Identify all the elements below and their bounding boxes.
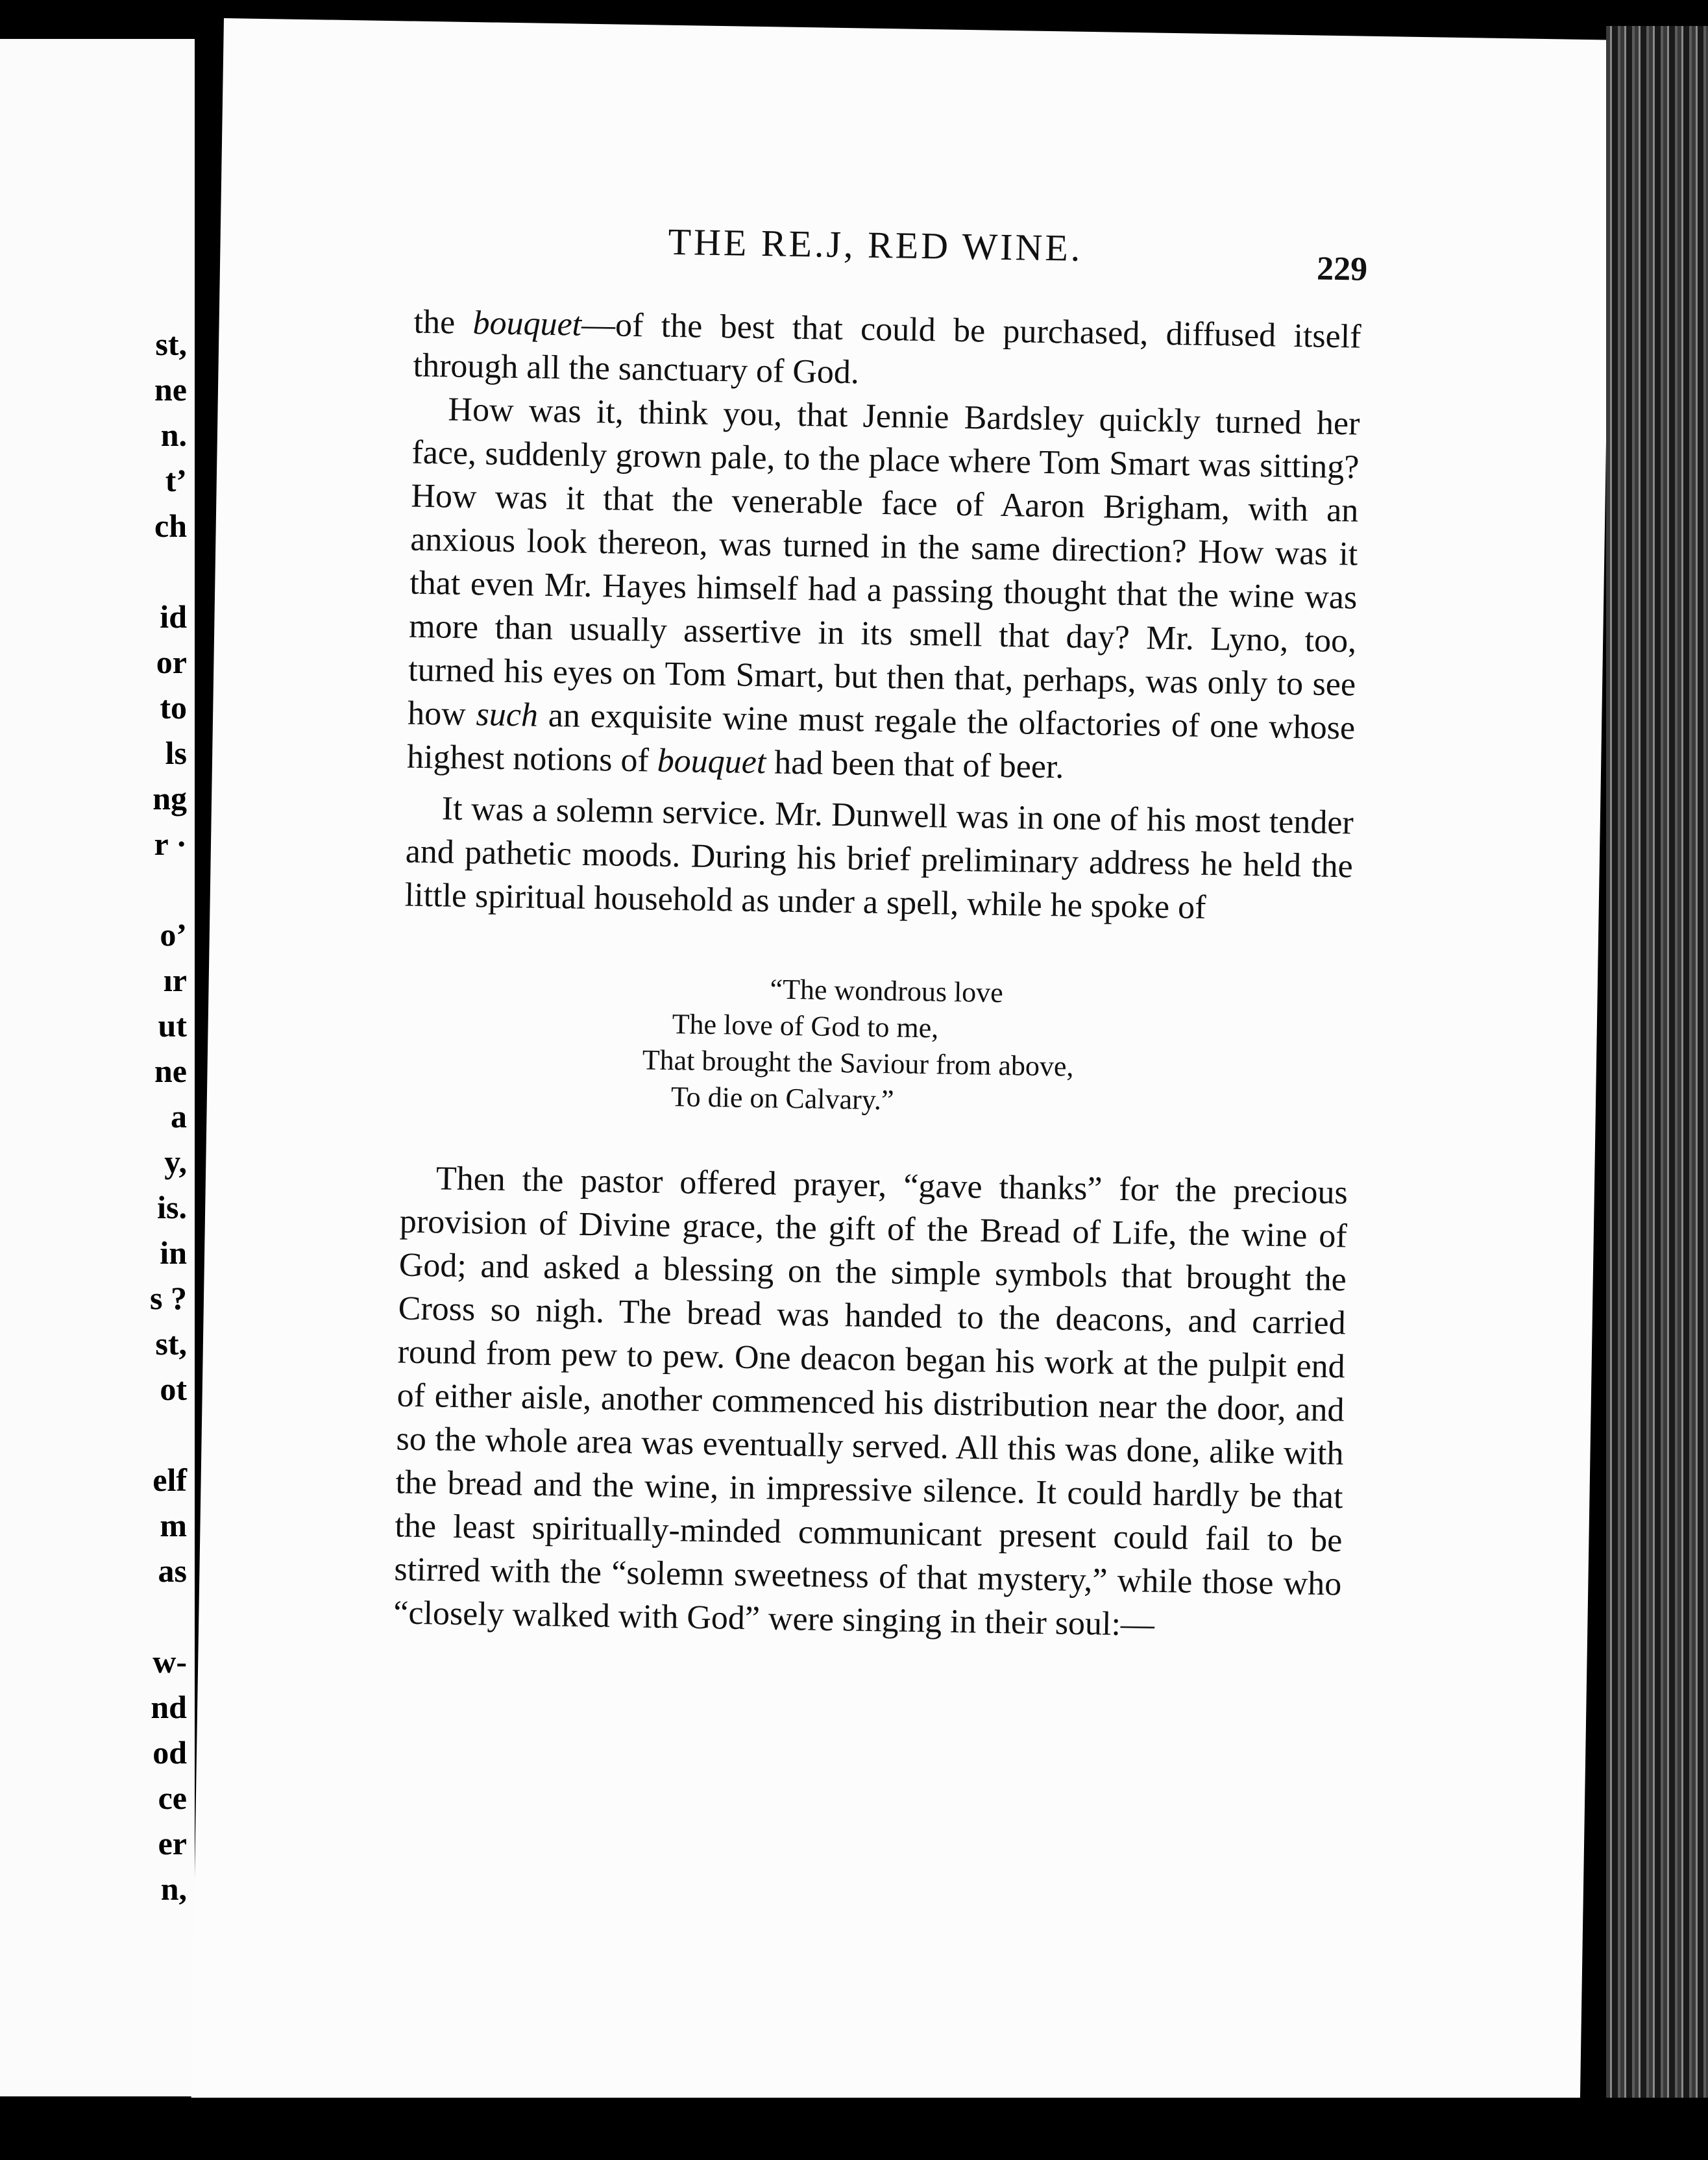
hymn-verse bbox=[642, 969, 1351, 1125]
left-line-fragment: st, bbox=[155, 1325, 187, 1362]
book-page-edges bbox=[1606, 26, 1708, 2109]
book-page bbox=[191, 18, 1613, 2120]
verse-line: That brought the Saviour from above, bbox=[642, 1044, 1074, 1083]
left-line-fragment: er bbox=[158, 1825, 187, 1861]
running-title: THE RE.J, RED WINE. bbox=[668, 220, 1083, 269]
left-line-fragment: nd bbox=[151, 1689, 187, 1725]
left-line-fragment: ne bbox=[154, 1053, 187, 1089]
left-line-fragment: ne bbox=[154, 371, 187, 408]
page-number: 229 bbox=[1316, 250, 1368, 288]
page-body bbox=[393, 301, 1361, 1650]
left-page-fragment bbox=[0, 39, 201, 2096]
verse-line: To die on Calvary.” bbox=[670, 1081, 894, 1116]
scan-border bbox=[0, 2098, 1708, 2160]
verse-line: “The wondrous love bbox=[770, 973, 1004, 1009]
left-line-fragment: ng bbox=[152, 780, 187, 816]
left-line-fragment: s ? bbox=[150, 1280, 187, 1316]
left-line-fragment: ls bbox=[165, 735, 187, 771]
left-line-fragment: w- bbox=[152, 1643, 187, 1680]
left-line-fragment: ot bbox=[160, 1371, 187, 1407]
verse-line: The love of God to me, bbox=[672, 1008, 939, 1044]
left-line-fragment: o’ bbox=[160, 916, 187, 953]
left-line-fragment: t’ bbox=[165, 462, 187, 498]
paragraph-4: Then the pastor offered prayer, “gave thanks” for the precious provision of Divine grace, the gift of the Bread of Life, the wine of God; and asked a blessing on the simple symbols that brought the Cross so nigh. The bread was handed to the deacons, and carried round from pew to pew. One deacon began his work at the pulpit end of either aisle, another commenced his distribution near the door, and so the whole area was eventually served. All this was done, alike with the bread and the wine, in impressive silence. It could hardly be that the least spiritually-minded communicant present could fail to be stirred with the “solemn sweetness of that mystery,” while those who “closely walked with God” were singing in their soul:— bbox=[393, 1160, 1348, 1643]
left-line-fragment: ır bbox=[163, 962, 187, 998]
left-line-fragment: or bbox=[156, 644, 187, 680]
left-line-fragment: y, bbox=[164, 1144, 187, 1180]
left-line-fragment: to bbox=[160, 689, 187, 726]
paragraph-2: How was it, think you, that Jennie Bardsley quickly turned her face, suddenly grown pale, to the place where Tom Smart was sitting? How was it that the venerable face of Aaron Brigham, with an anxious look thereon, was turned in the same direction? How was it that even Mr. Hayes himself had a passing thought that the wine was more than usually assertive in its smell that day? Mr. Lyno, too, turned his eyes on Tom Smart, but then that, perhaps, was only to see how such an exquisite wine must regale the olfactories of one whose highest notions of bouquet had been that of beer. bbox=[406, 391, 1360, 786]
left-line-fragment: elf bbox=[152, 1462, 187, 1498]
left-line-fragment: n, bbox=[160, 1871, 187, 1907]
left-line-fragment: as bbox=[158, 1552, 187, 1589]
left-line-fragment: ch bbox=[154, 508, 187, 544]
left-line-fragment: n. bbox=[160, 417, 187, 453]
left-line-fragment: ce bbox=[158, 1780, 187, 1816]
left-line-fragment: r · bbox=[154, 826, 187, 862]
left-line-fragment: m bbox=[160, 1507, 187, 1543]
left-line-fragment: id bbox=[160, 598, 187, 635]
left-line-fragment: is. bbox=[157, 1189, 187, 1225]
left-line-fragment: ut bbox=[158, 1007, 187, 1044]
paragraph-1: the bouquet—of the best that could be purchased, diffused itself through all the sanctuary of God. bbox=[413, 303, 1361, 391]
left-line-fragment: od bbox=[152, 1734, 187, 1771]
left-line-fragment: a bbox=[171, 1098, 187, 1135]
left-line-fragment: in bbox=[160, 1234, 187, 1271]
paragraph-3: It was a solemn service. Mr. Dunwell was in one of his most tender and pathetic moods. During his brief preliminary address he held the little spiritual household as under a spell, while he spoke of bbox=[404, 790, 1354, 926]
left-line-fragment: st, bbox=[155, 326, 187, 362]
